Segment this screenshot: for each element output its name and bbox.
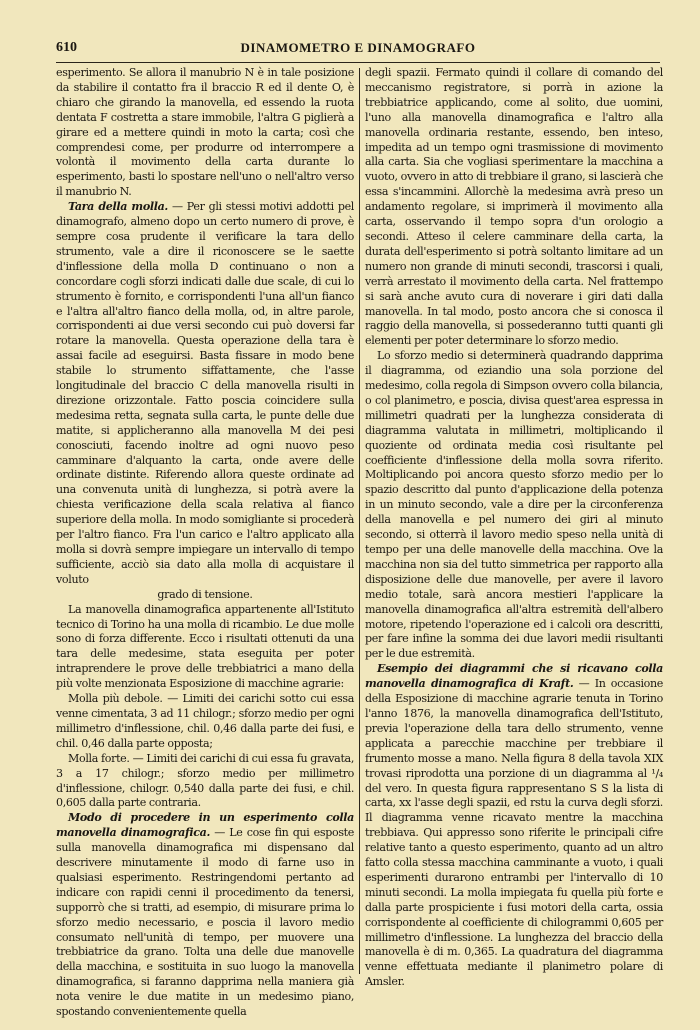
paragraph-tara-text: — Per gli stessi motivi addotti pel dinamografo, almeno dopo un certo numero di prove, è sempre cosa prudente il verificare la tara dello strumento, vale a dire il riconoscere se le saette d'inflessione della molla D continuano o non a concordare cogli sforzi indicati dalle due scale, di cui lo strumento è fornito, e corrispondenti l'una all'un fianco e l'altra all'altro fianco della molla, od, in altre parole, corrispondenti ai due versi secondo cui può doversi far rotare la manovella. Questa operazione della tara è assai facile ad eseguirsi. Basta fissare in modo bene stabile lo strumento siffattamente, che l'asse longitudinale del braccio C della manovella risulti in direzione orizzontale. Fatto poscia coincidere sulla medesima retta, segnata sulla carta, le punte delle due matite, si applicheranno alla manovella M dei pesi conosciuti, facendo inoltre ad ogni nuovo peso camminare d'alquanto la carta, onde avere delle ordinate distinte. Riferendo allora queste ordinate ad una convenuta unità di lunghezza, si potrà avere la chiesta verificazione della scala relativa al fianco superiore della molla. In modo somigliante si procederà per l'altro fianco. Fra l'un carico e l'altro applicato alla molla si dovrà sempre impiegare un intervallo di tempo sufficiente, acciò sia dato alla molla di acquistare il voluto: [56, 200, 354, 586]
paragraph-molla-forte: Molla forte. — Limiti dei carichi di cui essa fu gravata, 3 a 17 chilogr.; sforzo medio per millimetro d'inflessione, chilogr. 0,540 dalla parte dei fusi, e chil. 0,605 dalla parte contraria.: [56, 751, 354, 810]
column-divider: [359, 68, 360, 974]
paragraph-continuation-right: degli spazii. Fermato quindi il collare di comando del meccanismo registratore, si porrà in azione la trebbiatrice applicando, come al solito, due uomini, l'uno alla manovella dinamografica e l'altro alla manovella ordinaria restante, essendo, ben inteso, impedita ad un tempo ogni trasmissione di movimento alla carta. Sia che vogliasi sperimentare la macchina a vuoto, ovvero in atto di trebbiare il grano, si lascierà che essa s'incammini. Allorchè la medesima avrà preso un andamento regolare, si imprimerà il movimento alla carta, osservando il tempo sopra d'un orologio a secondi. Atteso il celere camminare della carta, la durata dell'esperimento si potrà soltanto limitare ad un numero non grande di minuti secondi, trascorsi i quali, verrà arrestato il movimento della carta. Nel frattempo si sarà anche avuto cura di noverare i giri dati dalla manovella. In tal modo, posto ancora che si conosca il raggio della manovella, si possederanno tutti quanti gli elementi per poter determinare lo sforzo medio.: [365, 66, 663, 348]
paragraph-tara-last-line: grado di tensione.: [157, 587, 253, 601]
paragraph-molla-debole: Molla più debole. — Limiti dei carichi sotto cui essa venne cimentata, 3 ad 11 chilogr.; sforzo medio per ogni millimetro d'inflessione, chil. 0,46 dalla parte dei fusi, e chil. 0,46 dalla parte opposta;: [56, 692, 354, 750]
section-title-modo: Modo di procedere in un esperimento colla manovella dinamografica.: [56, 811, 354, 840]
paragraph-sforzo-medio: Lo sforzo medio si determinerà quadrando dapprima il diagramma, od eziandio una sola porzione del medesimo, colla regola di Simpson ovvero colla bilancia, o col planimetro, e poscia, divisa quest'area espressa in millimetri quadrati per la lunghezza considerata di diagramma valutata in millimetri, moltiplicando il quoziente od ordinata media così risultante pel coefficiente d'inflessione della molla sovra riferito. Moltiplicando poi ancora questo sforzo medio per lo spazio descritto dal punto d'applicazione della potenza in un minuto secondo, vale a dire per la circonferenza della manovella e pel numero dei giri al minuto secondo, si otterrà il lavoro medio speso nella unità di tempo per una delle manovelle della macchina. Ove la macchina non sia del tutto simmetrica per rapporto alla disposizione delle due manovelle, per avere il lavoro medio totale, sarà ancora mestieri l'applicare la manovella dinamografica all'altra estremità dell'albero motore, ripetendo l'operazione ed i calcoli ora descritti, per fare infine la somma dei due lavori medii risultanti per le due estremità.: [365, 349, 663, 661]
paragraph-continuation: esperimento. Se allora il manubrio N è in tale posizione da stabilire il contatto fra il braccio R ed il dente O, è chiaro che girando la manovella, ed essendo la ruota dentata F costretta a stare immobile, l'altra G piglierà a girare ed a mettere quindi in moto la carta; così che comprendesi come, per produrre od interrompere a volontà il movimento della carta durante lo esperimento, basti lo spostare nell'uno o nell'altro verso il manubrio N.: [56, 66, 354, 199]
page-header: [56, 40, 660, 56]
section-title-tara: Tara della molla.: [68, 200, 168, 214]
paragraph-esempio-diagrammi: [365, 662, 663, 990]
running-title: DINAMOMETRO E DINAMOGRAFO: [240, 40, 476, 55]
page-number: 610: [56, 40, 77, 55]
header-rule: [56, 62, 660, 63]
right-column: [365, 66, 663, 990]
section-title-esempio: Esempio dei diagrammi che si ricavano colla manovella dinamografica di Kraft.: [365, 662, 663, 691]
left-column: [56, 66, 354, 1020]
paragraph-esempio-text: — In occasione della Esposizione di macchine agrarie tenuta in Torino l'anno 1876, la manovella dinamografica dell'Istituto, previa l'operazione della tara dello strumento, venne applicata a parecchie macchine per trebbiare il frumento mosse a mano. Nella figura 8 della tavola XIX trovasi riprodotta una porzione di un diagramma al ¹/₄ del vero. In questa figura rappresentano S S la lista di carta, xx l'asse degli spazii, ed rstu la curva degli sforzi. Il diagramma venne ricavato mentre la macchina trebbiava. Qui appresso sono riferite le principali cifre relative tanto a questo esperimento, quanto ad un altro fatto colla stessa macchina camminante a vuoto, i quali esperimenti durarono entrambi per l'intervallo di 10 minuti secondi. La molla impiegata fu quella più forte e dalla parte prospiciente i fusi motori della carta, ossia corrispondente al coefficiente di chilogrammi 0,605 per millimetro d'inflessione. La lunghezza del braccio della manovella è di m. 0,365. La quadratura del diagramma venne effettuata mediante il planimetro polare di Amsler.: [365, 677, 664, 989]
paragraph-modo-text: — Le cose fin qui esposte sulla manovella dinamografica mi dispensano dal descrivere minutamente il modo di farne uso in qualsiasi esperimento. Restringendomi pertanto ad indicare con rapidi cenni il procedimento da tenersi, supporrò che si tratti, ad esempio, di misurare prima lo sforzo medio necessario, e poscia il lavoro medio consumato nell'unità di tempo, per muovere una trebbiatrice da grano. Tolta una delle due manovelle della macchina, e sostituita in suo luogo la manovella dinamografica, si faranno dapprima nella maniera già nota venire le due matite in un medesimo piano, spostando convenientemente quella: [56, 826, 354, 1019]
paragraph-modo-di-procedere: [56, 811, 354, 1020]
paragraph-tara-della-molla: [56, 200, 354, 588]
paragraph-manovella-istituto: La manovella dinamografica appartenente all'Istituto tecnico di Torino ha una molla di ricambio. Le due molle sono di forza differente. Ecco i risultati ottenuti da una tara delle medesime, stata eseguita per poter intraprendere le prove delle trebbiatrici a mano della più volte menzionata Esposizione di macchine agrarie:: [56, 602, 354, 691]
